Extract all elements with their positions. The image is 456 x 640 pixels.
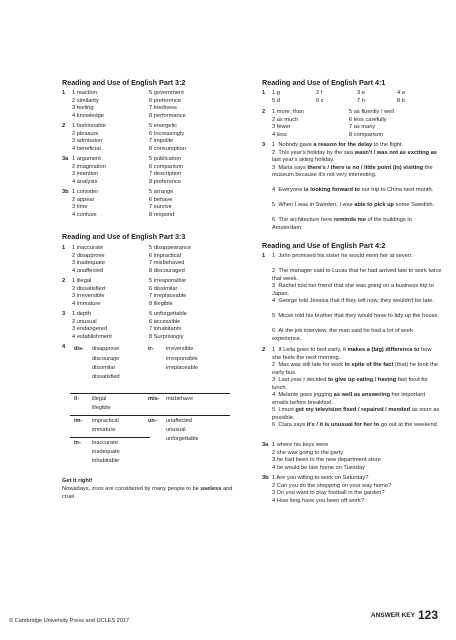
answer: 8 discouraged [149, 267, 185, 274]
answer-text: 5 Micah told his brother that they would have to tidy up the house. [272, 313, 440, 319]
answer: 2 similarity [72, 97, 99, 104]
answer-text: 3 Last year I decided to give up eating / having fast food for lunch. [272, 377, 428, 391]
answer: 5 irresponsible [149, 278, 186, 284]
answer: 3 fewer [272, 124, 291, 130]
answer: 7 tiredness [149, 105, 177, 111]
answer: 1 inaccurate [72, 245, 103, 251]
question-number: 3a [262, 442, 269, 448]
answer: 7 irreplaceable [149, 293, 187, 299]
answer: 3 e [357, 90, 365, 96]
prefix-word: inaccurate [92, 440, 118, 446]
answer-text: 1 If Leila goes to bed early, it makes a (big) difference to how she feels the next morning. [272, 347, 432, 361]
answer: 7 as many [349, 124, 376, 130]
question-number: 2 [262, 109, 266, 115]
section-title-4-2: Reading and Use of English Part 4:2 [262, 241, 386, 250]
question-number: 3a [62, 156, 69, 162]
prefix-word: discourage [92, 356, 120, 362]
answer: 5 arrange [149, 189, 174, 195]
prefix-word: disapprove [92, 346, 120, 352]
question-number: 2 [262, 347, 266, 353]
answer-text: 2 This year's holiday by the sea wasn't / was not as exciting as last year's skiing holiday. [272, 149, 437, 163]
answer-text: 1 Nobody gave a reason for the delay to the flight. [272, 142, 404, 148]
prefix-word: illegal [92, 396, 107, 402]
answer: 7 description [149, 171, 182, 177]
answer: 1 more; than [272, 109, 304, 115]
answer: 3 Do you want to play football in the garden? [272, 490, 385, 496]
question-number: 1 [62, 245, 66, 251]
answer: 1 argument [72, 156, 101, 162]
prefix-label: un- [148, 418, 157, 424]
answer: 6 preference [149, 97, 181, 104]
question-number: 1 [262, 253, 266, 259]
section-title-3-3: Reading and Use of English Part 3:3 [62, 232, 186, 241]
answer: 6 behave [149, 196, 173, 203]
answer: 2 imagination [72, 163, 106, 170]
prefix-word: dissimilar [92, 365, 116, 371]
answer: 8 Surprisingly [149, 333, 184, 340]
prefix-word: inadequate [92, 449, 120, 455]
answer: 4 beneficial [72, 145, 101, 152]
prefix-word: impractical [92, 418, 119, 424]
answer: 2 pleasure [72, 130, 99, 137]
get-it-right-title: Get it right! [62, 478, 93, 484]
answer: 1 Are you willing to work on Saturday? [272, 475, 369, 481]
answer: 8 b [397, 97, 405, 104]
question-number: 1 [262, 90, 266, 96]
prefix-label: ir- [148, 346, 154, 352]
answer: 6 accessible [149, 318, 181, 325]
answer: 7 h [357, 97, 365, 104]
answer: 4 confuse [72, 211, 97, 218]
answer: 4 he would be late home on Tuesday [272, 464, 365, 471]
answer: 3 admission [72, 138, 103, 144]
section-title-3-2: Reading and Use of English Part 3:2 [62, 78, 186, 87]
question-number: 2 [62, 123, 66, 129]
answer: 5 as fluently / well [349, 109, 394, 115]
page-footer [371, 608, 438, 622]
answer: 2 unusual [72, 318, 97, 325]
answer: 8 respond [149, 211, 175, 218]
copyright: © Cambridge University Press and UCLES 2017 [9, 618, 130, 624]
answer-text: 6 The architecture here reminds me of the buildings in Amsterdam. [272, 217, 412, 231]
answer: 6 less carefully [349, 116, 387, 123]
question-number: 3b [262, 475, 269, 481]
question-number: 3b [62, 189, 69, 195]
answer: 4 less [272, 131, 287, 138]
answer: 3 intention [72, 171, 99, 177]
prefix-word: unaffected [166, 418, 193, 424]
prefix-label: dis- [74, 346, 84, 352]
answer: 7 misbehaved [149, 260, 185, 266]
answer: 1 g [272, 90, 280, 96]
prefix-word: irresponsible [166, 356, 198, 362]
answer-text: 2 Max was still late for work in spite of the fact (that) he took the early bus. [272, 362, 438, 376]
answer: 8 performance [149, 112, 186, 119]
answer: 2 Can you do the shopping on your way home? [272, 482, 392, 489]
answer: 4 a [397, 90, 405, 96]
answer: 5 unforgettable [149, 311, 187, 317]
answer-text: 3 Maria says there's / there is no / little point (in) visiting the museum because it's not very interesting. [272, 164, 433, 178]
question-number: 1 [62, 90, 66, 96]
answer-text: 6 Clara says it's / it is unusual for her to go out at the weekend. [272, 422, 439, 428]
answer: 4 establishment [72, 333, 112, 340]
answer-text: 4 George told Jessica that if they left now, they wouldn't be late. [272, 298, 434, 304]
question-number: 4 [62, 344, 66, 350]
answer: 2 f [316, 90, 323, 96]
answer: 3 time [72, 204, 88, 210]
answer: 2 she was going to the party [272, 449, 344, 456]
answer-text: 4 Everyone is looking forward to our trip to China next month. [272, 187, 434, 193]
answer: 4 analysis [72, 178, 98, 185]
prefix-word: inhabitable [92, 458, 120, 464]
answer: 6 dissimilar [149, 285, 178, 292]
answer: 1 fashionable [72, 123, 106, 129]
answer: 7 survive [149, 204, 172, 210]
answer: 5 publication [149, 156, 181, 162]
answer: 3 irreversible [72, 293, 105, 299]
answer: 2 appear [72, 196, 95, 203]
answer: 8 comparison [349, 131, 384, 138]
answer-text: 5 I must get my television fixed / repaired / mended as soon as possible. [272, 407, 440, 421]
answer: 3 feeling [72, 105, 94, 111]
answer: 2 dissatisfied [72, 285, 105, 292]
get-it-right-text: Nowadays, zoos are considered by many people to be useless and cruel. [62, 486, 233, 500]
answer: 4 How long have you been off work? [272, 497, 364, 504]
prefix-label: im- [74, 418, 83, 424]
answer: 5 energetic [149, 123, 178, 129]
answer: 1 reaction [72, 90, 97, 96]
answer: 7 impolite [149, 138, 174, 144]
question-number: 3 [62, 311, 66, 317]
answer: 2 disapprove [72, 252, 105, 259]
answer: 2 as much [272, 116, 299, 123]
answer-text: 4 Melanie goes jogging as well as answering her important emails before breakfast. [272, 392, 426, 406]
answer: 4 knowledge [72, 112, 104, 119]
prefix-word: unusual [166, 427, 186, 433]
answer: 3 endangered [72, 326, 108, 332]
answer: 4 immature [72, 300, 101, 307]
answer-text: 2 The manager said to Lucas that he had arrived late to work twice that week. [272, 268, 442, 282]
answer: 8 illegible [149, 300, 173, 307]
answer: 1 consider [72, 189, 99, 195]
question-number: 2 [62, 278, 66, 284]
answer: 6 Increasingly [149, 130, 185, 137]
prefix-word: irreversible [166, 346, 194, 352]
answer: 1 depth [72, 311, 91, 317]
prefix-word: immature [92, 427, 116, 433]
question-number: 3 [262, 142, 266, 148]
answer-text: 6 At the job interview, the man said he had a lot of work experience. [272, 328, 414, 342]
answer: 5 government [149, 90, 184, 96]
answer-key-label: ANSWER KEY [370, 612, 415, 619]
answer: 1 where his keys were [272, 442, 329, 448]
answer: 6 comparison [149, 163, 184, 170]
prefix-word: unforgettable [166, 436, 199, 442]
prefix-word: irreplaceable [166, 365, 199, 371]
answer-text: 3 Rachel told her friend that she was going on a business trip to Japan. [272, 283, 434, 297]
answer: 8 consumption [149, 145, 186, 152]
answer: 5 d [272, 97, 280, 104]
answer: 6 c [316, 97, 324, 104]
answer: 7 inhabitants [149, 326, 182, 332]
answer: 3 inadequate [72, 260, 105, 266]
prefix-label: mis- [148, 396, 160, 402]
answer-text: 1 John promised his sister he would meet her at seven. [272, 253, 413, 259]
section-title-4-1: Reading and Use of English Part 4:1 [262, 78, 386, 87]
prefix-label: il- [74, 396, 79, 402]
prefix-word: dissatisfied [92, 374, 120, 380]
prefix-word: misbehave [166, 396, 194, 402]
page-number: 123 [417, 608, 438, 622]
answer: 4 unaffected [72, 267, 104, 274]
answer: 6 impractical [149, 252, 181, 259]
answer: 3 he had been to the new department store [272, 457, 381, 463]
answer: 8 preference [149, 178, 181, 185]
prefix-word: illegible [92, 405, 111, 411]
answer-text: 5 When I was in Sweden, I was able to pick up some Swedish. [272, 202, 435, 208]
answer: 5 disappearance [149, 245, 192, 251]
answer: 1 illegal [72, 278, 92, 284]
prefix-label: in- [74, 440, 81, 446]
